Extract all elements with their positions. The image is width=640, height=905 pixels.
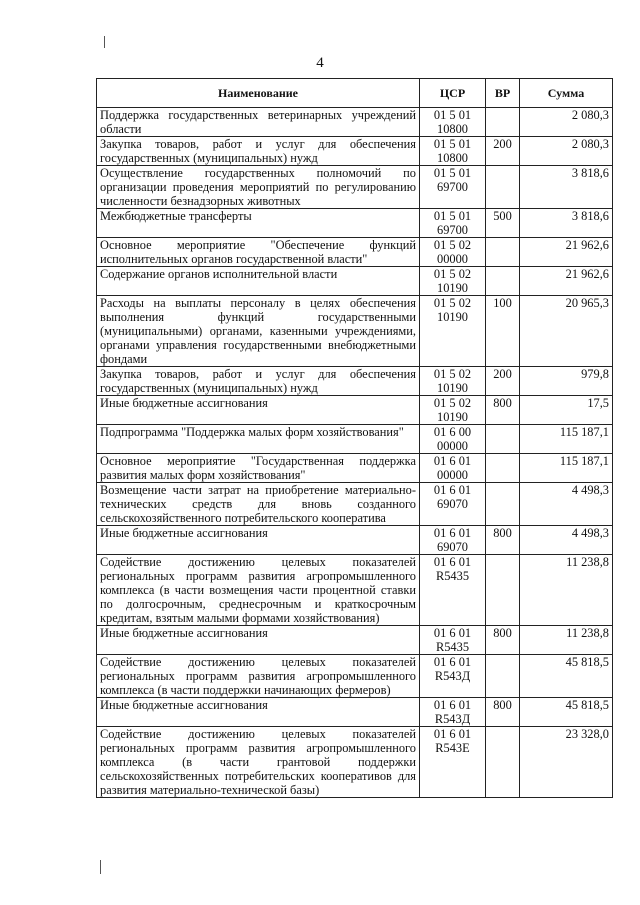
row-name: Иные бюджетные ассигнования — [97, 698, 420, 727]
table-row — [97, 267, 613, 296]
row-vr: 800 — [486, 626, 520, 655]
row-name: Иные бюджетные ассигнования — [97, 626, 420, 655]
row-name: Содержание органов исполнительной власти — [97, 267, 420, 296]
row-sum: 3 818,6 — [520, 209, 613, 238]
row-vr — [486, 238, 520, 267]
header-vr: ВР — [486, 79, 520, 108]
row-csr: 01 6 01 R543Д — [420, 655, 486, 698]
row-sum: 17,5 — [520, 396, 613, 425]
row-name: Иные бюджетные ассигнования — [97, 526, 420, 555]
row-csr: 01 6 01 R543Д — [420, 698, 486, 727]
header-csr: ЦСР — [420, 79, 486, 108]
row-name: Основное мероприятие "Обеспечение функций исполнительных органов государственной власти" — [97, 238, 420, 267]
row-vr — [486, 727, 520, 798]
row-vr — [486, 555, 520, 626]
table-row — [97, 209, 613, 238]
table-row — [97, 108, 613, 137]
row-sum: 45 818,5 — [520, 655, 613, 698]
row-sum: 2 080,3 — [520, 137, 613, 166]
table-row — [97, 626, 613, 655]
row-csr: 01 5 02 00000 — [420, 238, 486, 267]
row-csr: 01 6 01 R5435 — [420, 626, 486, 655]
row-sum: 11 238,8 — [520, 626, 613, 655]
row-csr: 01 5 01 69700 — [420, 209, 486, 238]
row-sum: 115 187,1 — [520, 425, 613, 454]
row-sum: 21 962,6 — [520, 238, 613, 267]
row-csr: 01 5 01 69700 — [420, 166, 486, 209]
row-vr: 800 — [486, 526, 520, 555]
table-row — [97, 483, 613, 526]
row-vr: 800 — [486, 396, 520, 425]
row-vr — [486, 655, 520, 698]
row-csr: 01 5 02 10190 — [420, 267, 486, 296]
table-row — [97, 698, 613, 727]
row-name: Расходы на выплаты персоналу в целях обеспечения выполнения функций государственными (муниципальными) органами, казенными учреждениями, органами управления государственными внебюджетными фондами — [97, 296, 420, 367]
row-csr: 01 5 01 10800 — [420, 137, 486, 166]
row-vr: 800 — [486, 698, 520, 727]
scan-margin-mark — [104, 36, 105, 48]
row-sum: 4 498,3 — [520, 483, 613, 526]
table-header-row — [97, 79, 613, 108]
scan-margin-mark — [100, 860, 101, 874]
table-row — [97, 526, 613, 555]
table-body — [97, 108, 613, 798]
row-name: Возмещение части затрат на приобретение материально-технических средств для вновь созданного сельскохозяйственного потребительского кооператива — [97, 483, 420, 526]
row-name: Поддержка государственных ветеринарных учреждений области — [97, 108, 420, 137]
row-name: Содействие достижению целевых показателей региональных программ развития агропромышленного комплекса (в части возмещения части процентной ставки по долгосрочным, среднесрочным и краткосрочным кредитам, взятым малыми формами хозяйствования) — [97, 555, 420, 626]
row-sum: 4 498,3 — [520, 526, 613, 555]
row-csr: 01 5 02 10190 — [420, 367, 486, 396]
row-name: Межбюджетные трансферты — [97, 209, 420, 238]
row-sum: 21 962,6 — [520, 267, 613, 296]
table-row — [97, 137, 613, 166]
table-row — [97, 396, 613, 425]
row-vr: 100 — [486, 296, 520, 367]
row-sum: 3 818,6 — [520, 166, 613, 209]
row-sum: 2 080,3 — [520, 108, 613, 137]
header-sum: Сумма — [520, 79, 613, 108]
row-sum: 20 965,3 — [520, 296, 613, 367]
row-vr: 500 — [486, 209, 520, 238]
row-csr: 01 5 01 10800 — [420, 108, 486, 137]
row-name: Основное мероприятие "Государственная поддержка развития малых форм хозяйствования" — [97, 454, 420, 483]
row-name: Закупка товаров, работ и услуг для обеспечения государственных (муниципальных) нужд — [97, 137, 420, 166]
row-name: Иные бюджетные ассигнования — [97, 396, 420, 425]
row-vr — [486, 108, 520, 137]
table-row — [97, 166, 613, 209]
row-csr: 01 6 01 69070 — [420, 526, 486, 555]
row-csr: 01 6 01 00000 — [420, 454, 486, 483]
row-name: Закупка товаров, работ и услуг для обеспечения государственных (муниципальных) нужд — [97, 367, 420, 396]
table-row — [97, 238, 613, 267]
row-vr — [486, 166, 520, 209]
row-vr: 200 — [486, 367, 520, 396]
row-csr: 01 6 01 69070 — [420, 483, 486, 526]
row-vr — [486, 483, 520, 526]
header-name: Наименование — [97, 79, 420, 108]
row-vr — [486, 425, 520, 454]
row-name: Содействие достижению целевых показателей региональных программ развития агропромышленного комплекса (в части поддержки начинающих фермеров) — [97, 655, 420, 698]
table-row — [97, 425, 613, 454]
row-name: Осуществление государственных полномочий по организации проведения мероприятий по регулированию численности безнадзорных животных — [97, 166, 420, 209]
row-vr: 200 — [486, 137, 520, 166]
table-row — [97, 655, 613, 698]
table-row — [97, 454, 613, 483]
table-row — [97, 296, 613, 367]
row-name: Подпрограмма "Поддержка малых форм хозяйствования" — [97, 425, 420, 454]
row-csr: 01 6 00 00000 — [420, 425, 486, 454]
table-row — [97, 727, 613, 798]
row-csr: 01 6 01 R543Е — [420, 727, 486, 798]
row-sum: 115 187,1 — [520, 454, 613, 483]
row-sum: 45 818,5 — [520, 698, 613, 727]
row-csr: 01 5 02 10190 — [420, 296, 486, 367]
row-vr — [486, 454, 520, 483]
row-vr — [486, 267, 520, 296]
row-sum: 23 328,0 — [520, 727, 613, 798]
row-name: Содействие достижению целевых показателей региональных программ развития агропромышленного комплекса (в части грантовой поддержки сельскохозяйственных потребительских кооперативов для развития материально-технической базы) — [97, 727, 420, 798]
row-csr: 01 5 02 10190 — [420, 396, 486, 425]
row-sum: 11 238,8 — [520, 555, 613, 626]
row-csr: 01 6 01 R5435 — [420, 555, 486, 626]
table-row — [97, 367, 613, 396]
table-row — [97, 555, 613, 626]
row-sum: 979,8 — [520, 367, 613, 396]
budget-table — [96, 78, 613, 798]
page-number: 4 — [316, 55, 324, 71]
